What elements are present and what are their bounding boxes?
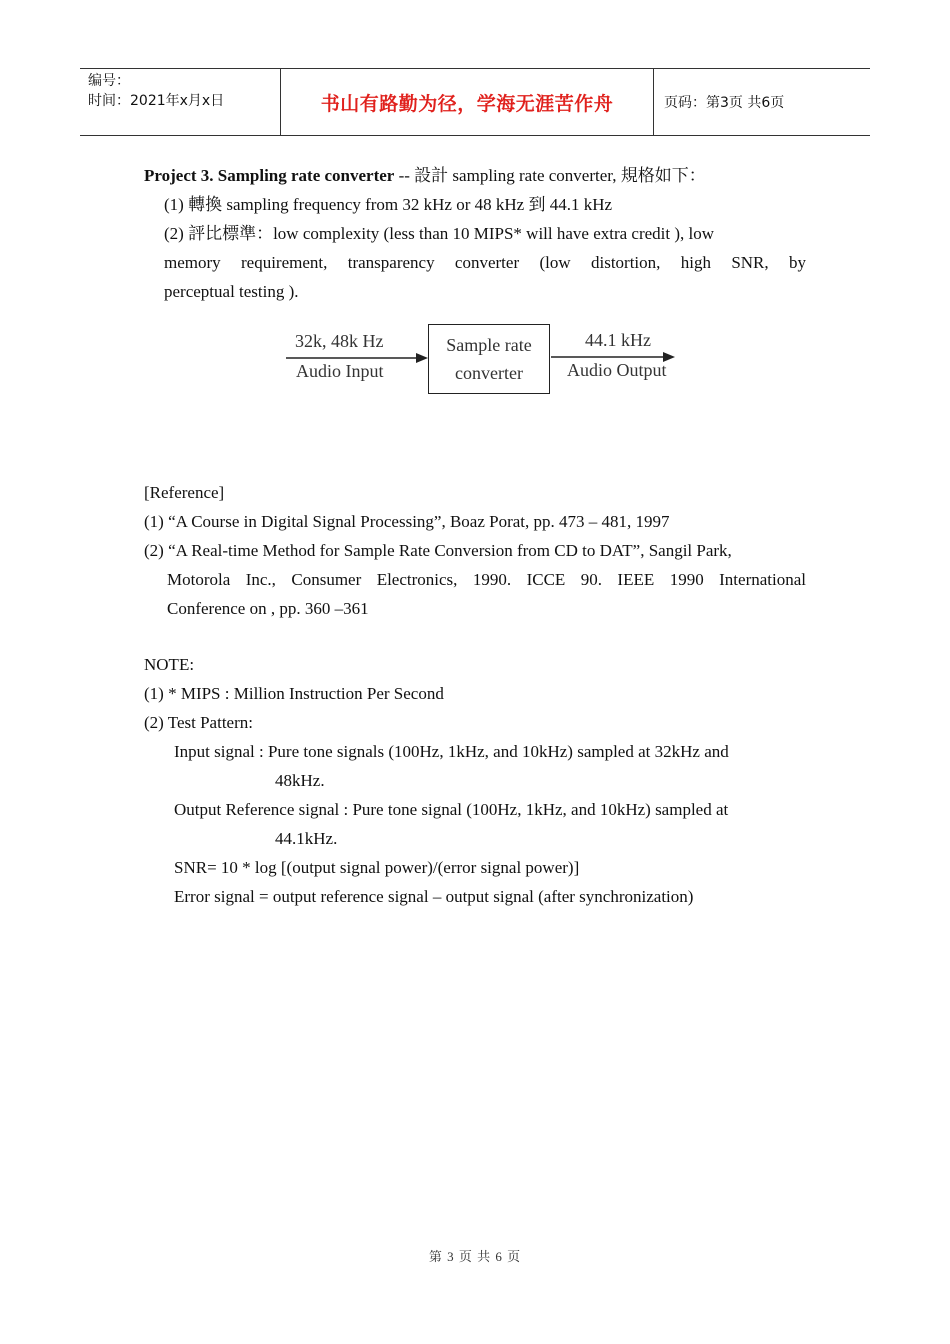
header-motto-cell <box>281 69 654 135</box>
box-label-line-1: Sample rate <box>446 335 532 355</box>
document-number-label: 编号： <box>88 73 130 89</box>
input-signal-line-1: Input signal : Pure tone signals (100Hz, 1kHz, and 10kHz) sampled at 32kHz and <box>174 742 729 761</box>
box-label-line-2: converter <box>455 363 523 383</box>
header-motto: 书山有路勤为径，学海无涯苦作舟 <box>320 92 614 115</box>
note-1: (1) * MIPS : Million Instruction Per Second <box>144 684 444 703</box>
project-section <box>144 161 806 306</box>
page-header <box>80 68 870 136</box>
project-item-1: (1) 轉換 sampling frequency from 32 kHz or 48 kHz 到 44.1 kHz <box>164 195 613 214</box>
input-arrow-head <box>416 353 428 363</box>
reference-2-line-3: Conference on , pp. 360 –361 <box>167 599 369 618</box>
input-audio-label: Audio Input <box>296 361 384 381</box>
reference-2-line-1: (2) “A Real-time Method for Sample Rate Conversion from CD to DAT”, Sangil Park, <box>144 541 732 560</box>
output-reference-line-1: Output Reference signal : Pure tone signal (100Hz, 1kHz, and 10kHz) sampled at <box>174 800 729 819</box>
input-signal-line-2: 48kHz. <box>275 771 325 790</box>
project-title-rest: -- 設計 sampling rate converter, 規格如下： <box>394 166 706 185</box>
reference-heading: [Reference] <box>144 483 225 502</box>
notes-section <box>144 650 806 911</box>
page-footer <box>0 1246 950 1265</box>
project-title: Project 3. Sampling rate converter <box>144 166 395 185</box>
notes-heading: NOTE: <box>144 655 195 674</box>
error-signal-formula: Error signal = output reference signal – output signal (after synchronization) <box>174 887 694 906</box>
header-page-label: 页码：第3页 共6页 <box>664 95 785 111</box>
project-item-2-line-1: (2) 評比標準：low complexity (less than 10 MIPS* will have extra credit ), low <box>164 224 715 243</box>
project-title-line <box>144 161 806 190</box>
header-meta <box>80 69 281 135</box>
sample-rate-converter-box <box>428 324 550 394</box>
project-item-2-line-2: memory requirement, transparency converter (low distortion, high SNR, by <box>164 253 806 272</box>
note-2: (2) Test Pattern: <box>144 713 253 732</box>
output-reference-line-2: 44.1kHz. <box>275 829 338 848</box>
project-item-2-line-3: perceptual testing ). <box>164 282 299 301</box>
reference-1: (1) “A Course in Digital Signal Processing”, Boaz Porat, pp. 473 – 481, 1997 <box>144 512 670 531</box>
snr-formula: SNR= 10 * log [(output signal power)/(error signal power)] <box>174 858 580 877</box>
output-audio-label: Audio Output <box>567 360 667 380</box>
reference-2-line-2: Motorola Inc., Consumer Electronics, 1990. ICCE 90. IEEE 1990 International <box>167 570 806 589</box>
header-page-cell <box>654 69 870 135</box>
reference-section <box>144 478 806 623</box>
block-diagram <box>280 318 700 408</box>
input-rate-label: 32k, 48k Hz <box>295 331 384 351</box>
output-rate-label: 44.1 kHz <box>585 330 651 350</box>
footer-page-number: 第 3 页 共 6 页 <box>428 1249 522 1264</box>
document-date-label: 时间：2021年x月x日 <box>88 93 225 109</box>
